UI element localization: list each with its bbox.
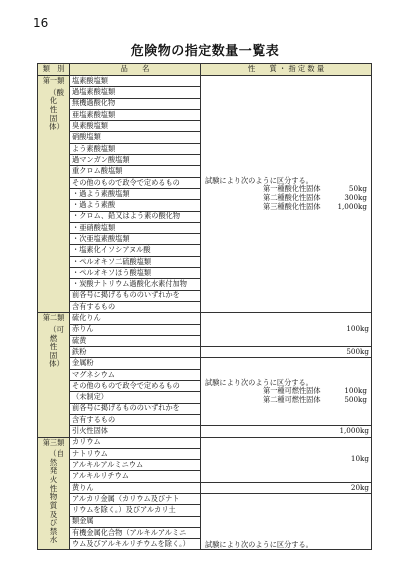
item-name: カリウム: [70, 437, 201, 448]
item-name: アルキルリチウム: [70, 471, 201, 482]
class-name: 第二種可燃性固体: [263, 395, 321, 405]
property-intro: 試験により次のように区分する。: [205, 175, 313, 185]
quantity-cell: 100kg: [201, 313, 372, 347]
class-name: 第一種酸化性固体: [263, 184, 321, 194]
property-line: [203, 396, 369, 405]
item-name: 重クロム酸塩類: [70, 166, 201, 177]
table-header-row: [38, 64, 372, 76]
header-item: 品 名: [70, 64, 201, 76]
table-row: [38, 482, 372, 493]
class-amount: 100kg: [344, 386, 367, 396]
item-name: ・次亜塩素酸塩類: [70, 234, 201, 245]
quantity-cell: 10kg: [201, 437, 372, 482]
item-name: 無機過酸化物: [70, 98, 201, 109]
category-cell-2: [38, 313, 70, 437]
item-name: 前各号に掲げるもののいずれかを: [70, 403, 201, 414]
item-name: 硫化りん: [70, 313, 201, 324]
item-name: 亜塩素酸塩類: [70, 109, 201, 120]
item-name: 赤りん: [70, 324, 201, 335]
item-name: ・ペルオキソほう酸塩類: [70, 268, 201, 279]
item-name: 類金属: [70, 516, 201, 527]
item-name: その他のもので政令で定めるもの: [70, 177, 201, 188]
table-row: [38, 426, 372, 437]
class-name: 第一種可燃性固体: [263, 386, 321, 396]
page-title: 危険物の指定数量一覧表: [130, 44, 280, 59]
item-name: よう素酸塩類: [70, 143, 201, 154]
quantity-cell: 500kg: [201, 347, 372, 358]
item-name: （未制定）: [70, 392, 201, 403]
item-name: 含有するもの: [70, 301, 201, 312]
item-name: マグネシウム: [70, 369, 201, 380]
item-name: ・クロム、鉛又はよう素の酸化物: [70, 211, 201, 222]
item-name: リウムを除く。）及びアルカリ土: [70, 505, 201, 516]
item-name: 有機金属化合物（アルキルアルミニ: [70, 527, 201, 538]
item-name: その他のもので政令で定めるもの: [70, 381, 201, 392]
item-name: 塩素酸塩類: [70, 76, 201, 87]
category-subtitle: （酸化性固体）: [49, 87, 64, 132]
property-intro: 試験により次のように区分する。: [205, 377, 313, 387]
item-name: 鉄粉: [70, 347, 201, 358]
category-label: 第三類: [42, 437, 65, 447]
item-name: ウム及びアルキルリチウムを除く。）: [70, 539, 201, 550]
item-name: ・過よう素酸: [70, 200, 201, 211]
item-name: 臭素酸塩類: [70, 121, 201, 132]
category-cell-1: [38, 76, 70, 313]
item-name: アルカリ金属（カリウム及びナト: [70, 493, 201, 504]
property-cell-3: [201, 493, 372, 549]
page-number: 16: [33, 16, 49, 30]
header-property: 性 質 ・ 指 定 数 量: [201, 64, 372, 76]
class-amount: 500kg: [344, 395, 367, 405]
item-name: 硝酸塩類: [70, 132, 201, 143]
property-cell-2: [201, 358, 372, 426]
designated-quantity-table: [37, 63, 372, 550]
class-amount: 300kg: [344, 193, 367, 203]
category-cell-3: [38, 437, 70, 550]
table-row: [38, 358, 372, 369]
property-line: [203, 203, 369, 212]
class-amount: 1,000kg: [337, 201, 367, 211]
item-name: ナトリウム: [70, 448, 201, 459]
quantity-cell: 1,000kg: [201, 426, 372, 437]
item-name: 引火性固体: [70, 426, 201, 437]
header-category: 類 別: [38, 64, 70, 76]
quantity-cell: 20kg: [201, 482, 372, 493]
property-cell-1: [201, 76, 372, 313]
table-row: [38, 76, 372, 87]
category-subtitle: （自然発火性物質及び禁水: [49, 449, 64, 545]
item-name: ・ペルオキソ二硫酸塩類: [70, 256, 201, 267]
item-name: ・過よう素酸塩類: [70, 188, 201, 199]
category-label: 第一類: [42, 76, 65, 85]
class-name: 第二種酸化性固体: [263, 193, 321, 203]
table-row: [38, 313, 372, 324]
table-row: [38, 493, 372, 504]
class-name: 第三種酸化性固体: [263, 201, 321, 211]
item-name: ・塩素化イソシアヌル酸: [70, 245, 201, 256]
table-row: [38, 437, 372, 448]
item-name: アルキルアルミニウム: [70, 460, 201, 471]
class-amount: 50kg: [348, 184, 367, 194]
table-row: [38, 347, 372, 358]
item-name: 含有するもの: [70, 414, 201, 425]
item-name: 過塩素酸塩類: [70, 87, 201, 98]
item-name: ・亜硝酸塩類: [70, 222, 201, 233]
item-name: 硫黄: [70, 335, 201, 346]
item-name: 黄りん: [70, 482, 201, 493]
property-intro: 試験により次のように区分する。: [205, 539, 313, 549]
item-name: 過マンガン酸塩類: [70, 155, 201, 166]
item-name: 前各号に掲げるもののいずれかを: [70, 290, 201, 301]
item-name: ・炭酸ナトリウム過酸化水素付加物: [70, 279, 201, 290]
item-name: 金属粉: [70, 358, 201, 369]
category-subtitle: （可燃性固体）: [49, 324, 64, 369]
category-label: 第二類: [42, 313, 65, 323]
